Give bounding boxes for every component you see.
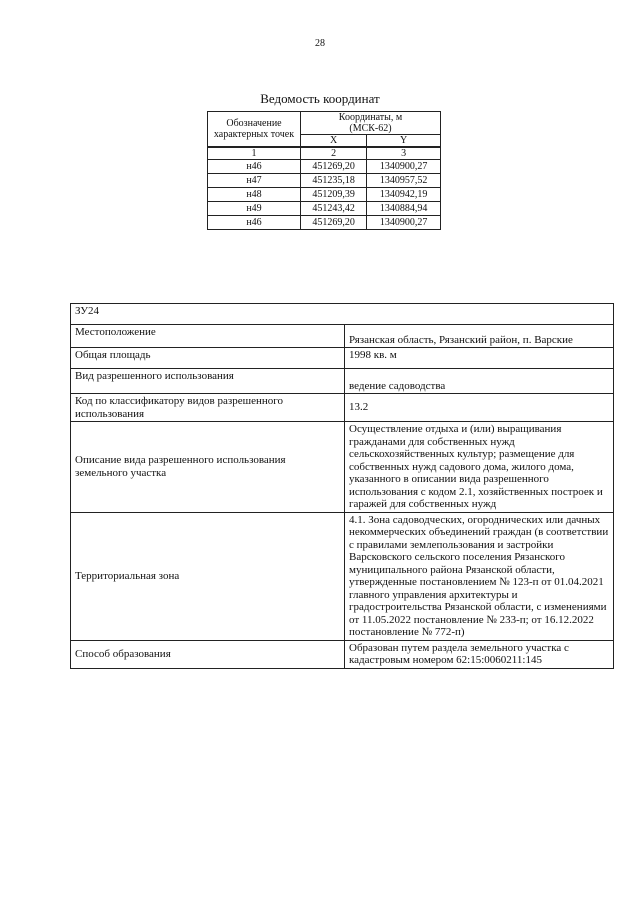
zone-value: 4.1. Зона садоводческих, огороднических или дачных некоммерческих объединений граждан (в соответствии с правилами землепользования и застройки Варсковского сельского поселения Рязанского муниципального района Рязанской области, утвержденные постановлением № 123-п от 01.04.2021 главного управления архитектуры и градостроительства Рязанской области, с изменениями от 11.05.2022 постановление № 233-п; от 16.12.2022 постановление № 772-п) xyxy=(345,512,614,640)
table-row xyxy=(208,160,441,174)
column-number: 3 xyxy=(367,147,441,160)
area-value: 1998 кв. м xyxy=(345,348,614,369)
table-row xyxy=(208,174,441,188)
point-cell: н49 xyxy=(208,202,301,216)
coordinates-table xyxy=(207,111,441,230)
column-number-row xyxy=(208,147,441,160)
y-cell: 1340900,27 xyxy=(367,216,441,230)
header-coords xyxy=(301,112,441,135)
table-row xyxy=(208,202,441,216)
y-cell: 1340957,52 xyxy=(367,174,441,188)
description-label: Описание вида разрешенного использования земельного участка xyxy=(71,422,345,513)
classifier-label: Код по классификатору видов разрешенного использования xyxy=(71,394,345,422)
header-coords-line2: (МСК-62) xyxy=(349,123,392,134)
point-cell: н46 xyxy=(208,216,301,230)
x-cell: 451243,42 xyxy=(301,202,367,216)
formation-label: Способ образования xyxy=(71,640,345,668)
location-value: Рязанская область, Рязанский район, п. Варские xyxy=(345,325,614,348)
location-row xyxy=(71,325,614,348)
header-coords-line1: Координаты, м xyxy=(338,112,403,123)
description-row xyxy=(71,422,614,513)
coordinates-header-row xyxy=(208,112,441,135)
use-row xyxy=(71,369,614,394)
x-cell: 451209,39 xyxy=(301,188,367,202)
x-cell: 451269,20 xyxy=(301,160,367,174)
formation-value: Образован путем раздела земельного участка с кадастровым номером 62:15:0060211:145 xyxy=(345,640,614,668)
location-label: Местоположение xyxy=(71,325,345,348)
use-label: Вид разрешенного использования xyxy=(71,369,345,394)
parcel-id-row xyxy=(71,304,614,325)
point-cell: н48 xyxy=(208,188,301,202)
parcel-id: ЗУ24 xyxy=(71,304,614,325)
table-row xyxy=(208,188,441,202)
point-cell: н47 xyxy=(208,174,301,188)
header-y: Y xyxy=(367,135,441,148)
y-cell: 1340900,27 xyxy=(367,160,441,174)
zone-row xyxy=(71,512,614,640)
table-row xyxy=(208,216,441,230)
header-point-text: Обозначение характерных точек xyxy=(213,118,295,140)
coordinates-title: Ведомость координат xyxy=(260,91,380,106)
column-number: 1 xyxy=(208,147,301,160)
area-label: Общая площадь xyxy=(71,348,345,369)
parcel-table xyxy=(70,303,614,669)
column-number: 2 xyxy=(301,147,367,160)
x-cell: 451269,20 xyxy=(301,216,367,230)
formation-row xyxy=(71,640,614,668)
x-cell: 451235,18 xyxy=(301,174,367,188)
y-cell: 1340942,19 xyxy=(367,188,441,202)
area-row xyxy=(71,348,614,369)
header-x: X xyxy=(301,135,367,148)
use-value: ведение садоводства xyxy=(345,369,614,394)
zone-label: Территориальная зона xyxy=(71,512,345,640)
description-value: Осуществление отдыха и (или) выращивания гражданами для собственных нужд сельскохозяйственных культур; размещение для собственных нужд садового дома, жилого дома, указанного в описании вида разрешенного использования с кодом 2.1, хозяйственных построек и гаражей для собственных нужд xyxy=(345,422,614,513)
header-point xyxy=(208,112,301,148)
classifier-value: 13.2 xyxy=(345,394,614,422)
point-cell: н46 xyxy=(208,160,301,174)
classifier-row xyxy=(71,394,614,422)
page-number: 28 xyxy=(315,38,325,49)
y-cell: 1340884,94 xyxy=(367,202,441,216)
